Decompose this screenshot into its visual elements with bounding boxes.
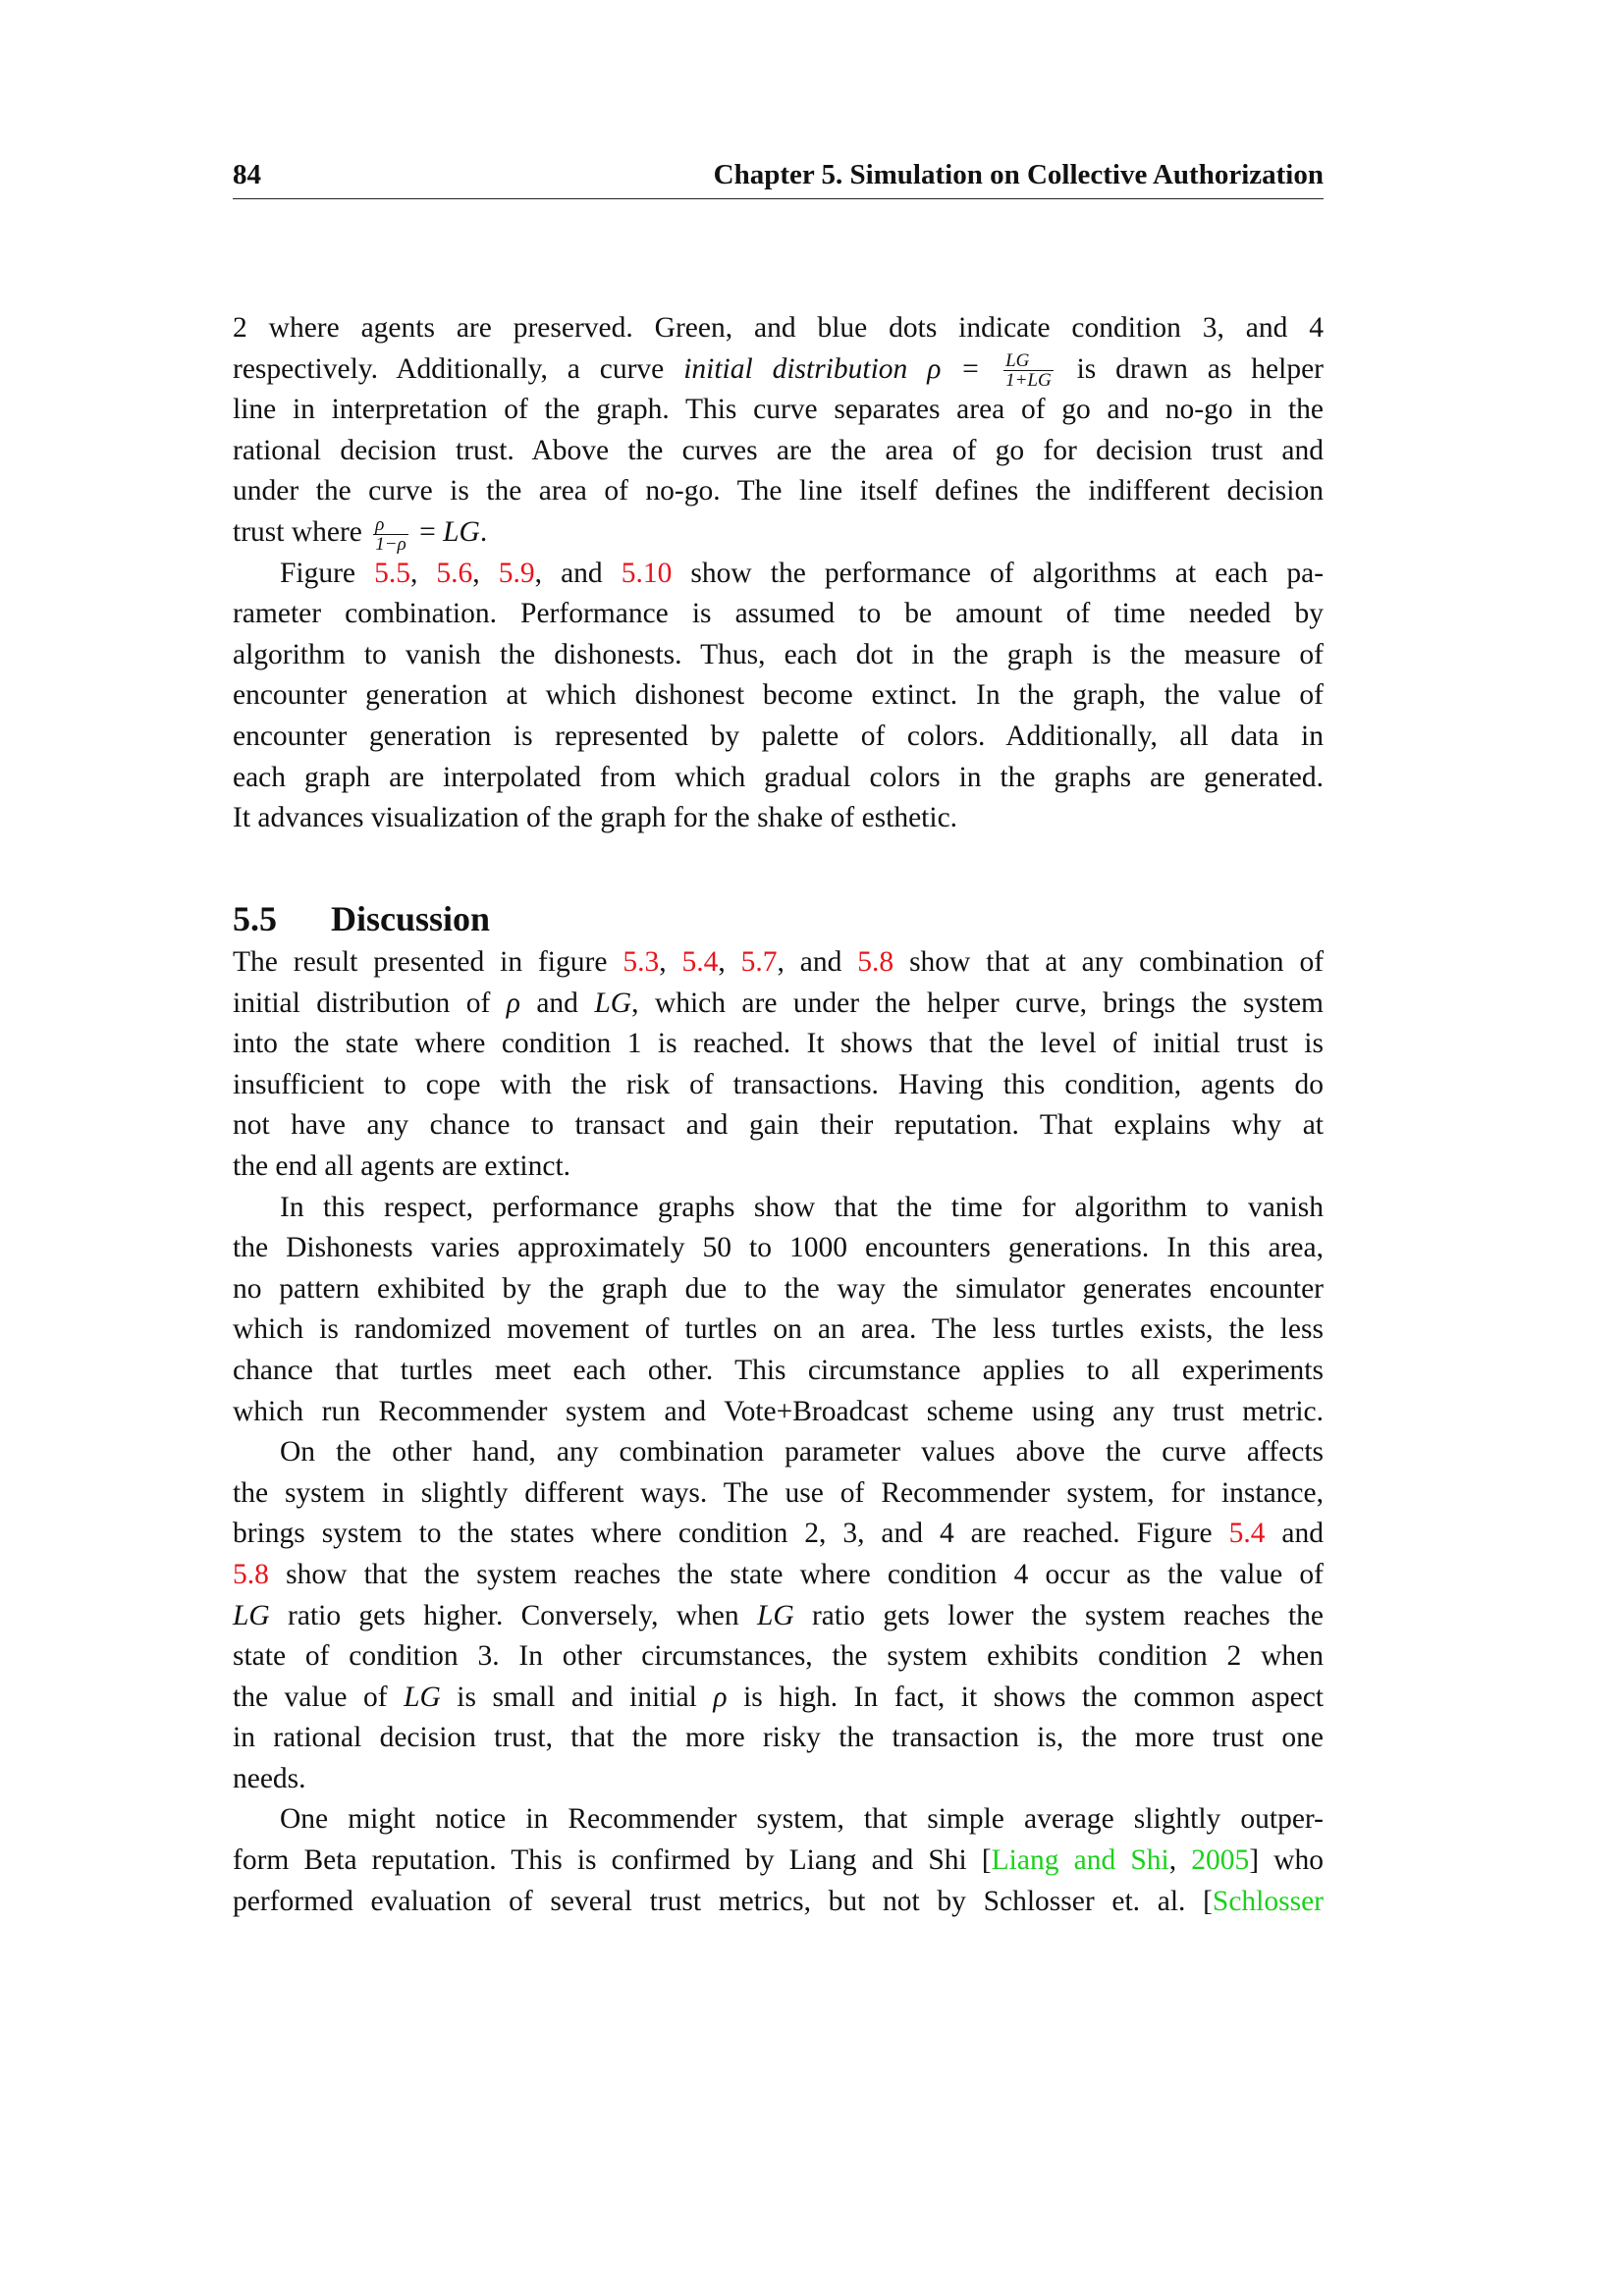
- text-run: show that the system reaches the state where condition 4 occur as the value of: [268, 1558, 1324, 1590]
- paragraph-line: [233, 984, 1324, 1025]
- paragraph-line: into the state where condition 1 is reached. It shows that the level of initial trust is: [233, 1028, 1324, 1060]
- figure-ref-link[interactable]: 5.9: [498, 557, 535, 589]
- paragraph-line: needs.: [233, 1762, 306, 1794]
- paragraph-line: One might notice in Recommender system, that simple average slightly outper-: [280, 1803, 1324, 1836]
- figure-ref-link[interactable]: 5.4: [1228, 1518, 1266, 1550]
- paragraph-line: [233, 1596, 1324, 1637]
- text-run: and: [519, 987, 595, 1019]
- text-run: ,: [659, 946, 682, 978]
- text-run: trust where: [233, 515, 370, 548]
- paragraph-line: encounter generation at which dishonest become extinct. In the graph, the value of: [233, 679, 1324, 712]
- text-run: is drawn as helper: [1056, 352, 1325, 385]
- text-run: ,: [1168, 1844, 1192, 1877]
- text-run: The result presented in figure: [233, 946, 623, 978]
- text-run: the value of: [233, 1681, 405, 1713]
- text-run: ratio gets higher. Conversely, when: [269, 1599, 757, 1631]
- math-lg: LG: [233, 1599, 270, 1631]
- paragraph-line: insufficient to cope with the risk of transactions. Having this condition, agents do: [233, 1068, 1324, 1100]
- paragraph-line: the Dishonests varies approximately 50 to 1000 encounters generations. In this area,: [233, 1232, 1324, 1264]
- math-lg: LG: [594, 987, 632, 1019]
- paragraph-line: under the curve is the area of no-go. The line itself defines the indifferent decision: [233, 475, 1324, 507]
- paragraph-line: each graph are interpolated from which gradual colors in the graphs are generated.: [233, 761, 1324, 793]
- fraction-rho-over-1minus-rho: [373, 515, 407, 554]
- text-run: respectively. Additionally, a curve: [233, 352, 684, 385]
- text-run: .: [479, 515, 488, 548]
- chapter-title: Chapter 5. Simulation on Collective Authorization: [713, 159, 1324, 190]
- paragraph-line: chance that turtles meet each other. This circumstance applies to all experiments: [233, 1354, 1324, 1386]
- page-number: 84: [233, 159, 261, 190]
- paragraph-line: [233, 1882, 1324, 1923]
- paragraph-line: rameter combination. Performance is assumed to be amount of time needed by: [233, 598, 1324, 630]
- figure-ref-link[interactable]: 5.5: [374, 557, 410, 589]
- text-run: ] who: [1249, 1844, 1324, 1877]
- paragraph-line: [233, 349, 1324, 391]
- text-run: is small and initial: [440, 1681, 714, 1713]
- text-run: performed evaluation of several trust metrics, but not by Schlosser et. al. [: [233, 1885, 1213, 1917]
- text-run: ratio gets lower the system reaches the: [793, 1599, 1324, 1631]
- paragraph-line: line in interpretation of the graph. This curve separates area of go and no-go in the: [233, 394, 1324, 426]
- fraction-numerator: ρ: [373, 515, 407, 535]
- text-run: , and: [777, 946, 858, 978]
- paragraph-line: On the other hand, any combination parameter values above the curve affects: [280, 1436, 1324, 1468]
- text-run: brings system to the states where condition 2, 3, and 4 are reached. Figure: [233, 1518, 1229, 1550]
- math-lg: LG: [443, 515, 480, 548]
- paragraph-line: no pattern exhibited by the graph due to the way the simulator generates encounter: [233, 1272, 1324, 1305]
- text-run: is high. In fact, it shows the common aspect: [727, 1681, 1324, 1713]
- text-run: Figure: [280, 557, 375, 589]
- paragraph-line: in rational decision trust, that the more risky the transaction is, the more trust one: [233, 1722, 1324, 1754]
- text-run: show the performance of algorithms at each pa-: [672, 557, 1325, 589]
- section-heading: [233, 898, 490, 939]
- paragraph-line: [233, 1678, 1324, 1719]
- math-lg: LG: [756, 1599, 794, 1631]
- fraction-numerator: LG: [1003, 351, 1054, 371]
- math-rho-eq: ρ =: [907, 352, 1001, 385]
- text-run: ,: [409, 557, 437, 589]
- paragraph-line: [233, 1841, 1324, 1882]
- text-run: , and: [534, 557, 622, 589]
- citation-year-link[interactable]: 2005: [1191, 1844, 1250, 1877]
- paragraph-line: the system in slightly different ways. The use of Recommender system, for instance,: [233, 1476, 1324, 1509]
- paragraph-line: 2 where agents are preserved. Green, and blue dots indicate condition 3, and 4: [233, 312, 1324, 344]
- paragraph-line: [233, 554, 1324, 595]
- citation-link[interactable]: Liang and Shi: [991, 1844, 1169, 1877]
- fraction-lg-over-1plus-lg: [1003, 351, 1054, 390]
- header-rule: [233, 198, 1324, 199]
- citation-link[interactable]: Schlosser: [1212, 1885, 1324, 1917]
- math-lg: LG: [404, 1681, 441, 1713]
- figure-ref-link[interactable]: 5.6: [436, 557, 473, 589]
- fraction-denominator: 1−ρ: [375, 533, 406, 555]
- figure-ref-link[interactable]: 5.8: [233, 1558, 269, 1590]
- paragraph-line: the end all agents are extinct.: [233, 1149, 571, 1182]
- paragraph-line: [233, 512, 1324, 554]
- paragraph-line: which is randomized movement of turtles on an area. The less turtles exists, the less: [233, 1313, 1324, 1346]
- running-header: [233, 157, 1324, 196]
- figure-ref-link[interactable]: 5.4: [681, 946, 719, 978]
- text-run: form Beta reputation. This is confirmed by Liang and Shi [: [233, 1844, 992, 1877]
- math-rho: ρ: [506, 987, 520, 1019]
- figure-ref-link[interactable]: 5.10: [621, 557, 673, 589]
- text-run: show that at any combination of: [893, 946, 1325, 978]
- figure-ref-link[interactable]: 5.7: [740, 946, 778, 978]
- body-text-top: [233, 308, 1324, 839]
- paragraph-line: It advances visualization of the graph for the shake of esthetic.: [233, 802, 958, 834]
- text-run: , which are under the helper curve, brings the system: [631, 987, 1325, 1019]
- paragraph-line: state of condition 3. In other circumstances, the system exhibits condition 2 when: [233, 1640, 1324, 1673]
- text-run: ,: [718, 946, 741, 978]
- paragraph-line: [233, 1555, 1324, 1596]
- paragraph-line: rational decision trust. Above the curves are the area of go for decision trust and: [233, 434, 1324, 466]
- italic-term: initial distribution: [683, 352, 908, 385]
- paragraph-line: which run Recommender system and Vote+Broadcast scheme using any trust metric.: [233, 1395, 1324, 1427]
- text-run: ,: [472, 557, 499, 589]
- text-run: and: [1265, 1518, 1325, 1550]
- fraction-denominator: 1+LG: [1005, 370, 1052, 392]
- section-number: 5.5: [233, 899, 277, 938]
- figure-ref-link[interactable]: 5.3: [623, 946, 660, 978]
- paragraph-line: In this respect, performance graphs show that the time for algorithm to vanish: [280, 1191, 1324, 1223]
- paragraph-line: not have any chance to transact and gain their reputation. That explains why at: [233, 1109, 1324, 1142]
- figure-ref-link[interactable]: 5.8: [857, 946, 894, 978]
- body-text-discussion: [233, 942, 1324, 1922]
- paragraph-line: encounter generation is represented by palette of colors. Additionally, all data in: [233, 720, 1324, 752]
- text-run: =: [411, 515, 444, 548]
- paragraph-line: algorithm to vanish the dishonests. Thus, each dot in the graph is the measure of: [233, 638, 1324, 670]
- section-title: Discussion: [331, 899, 491, 938]
- text-run: initial distribution of: [233, 987, 507, 1019]
- math-rho: ρ: [713, 1681, 728, 1713]
- paragraph-line: [233, 942, 1324, 984]
- paragraph-line: [233, 1514, 1324, 1555]
